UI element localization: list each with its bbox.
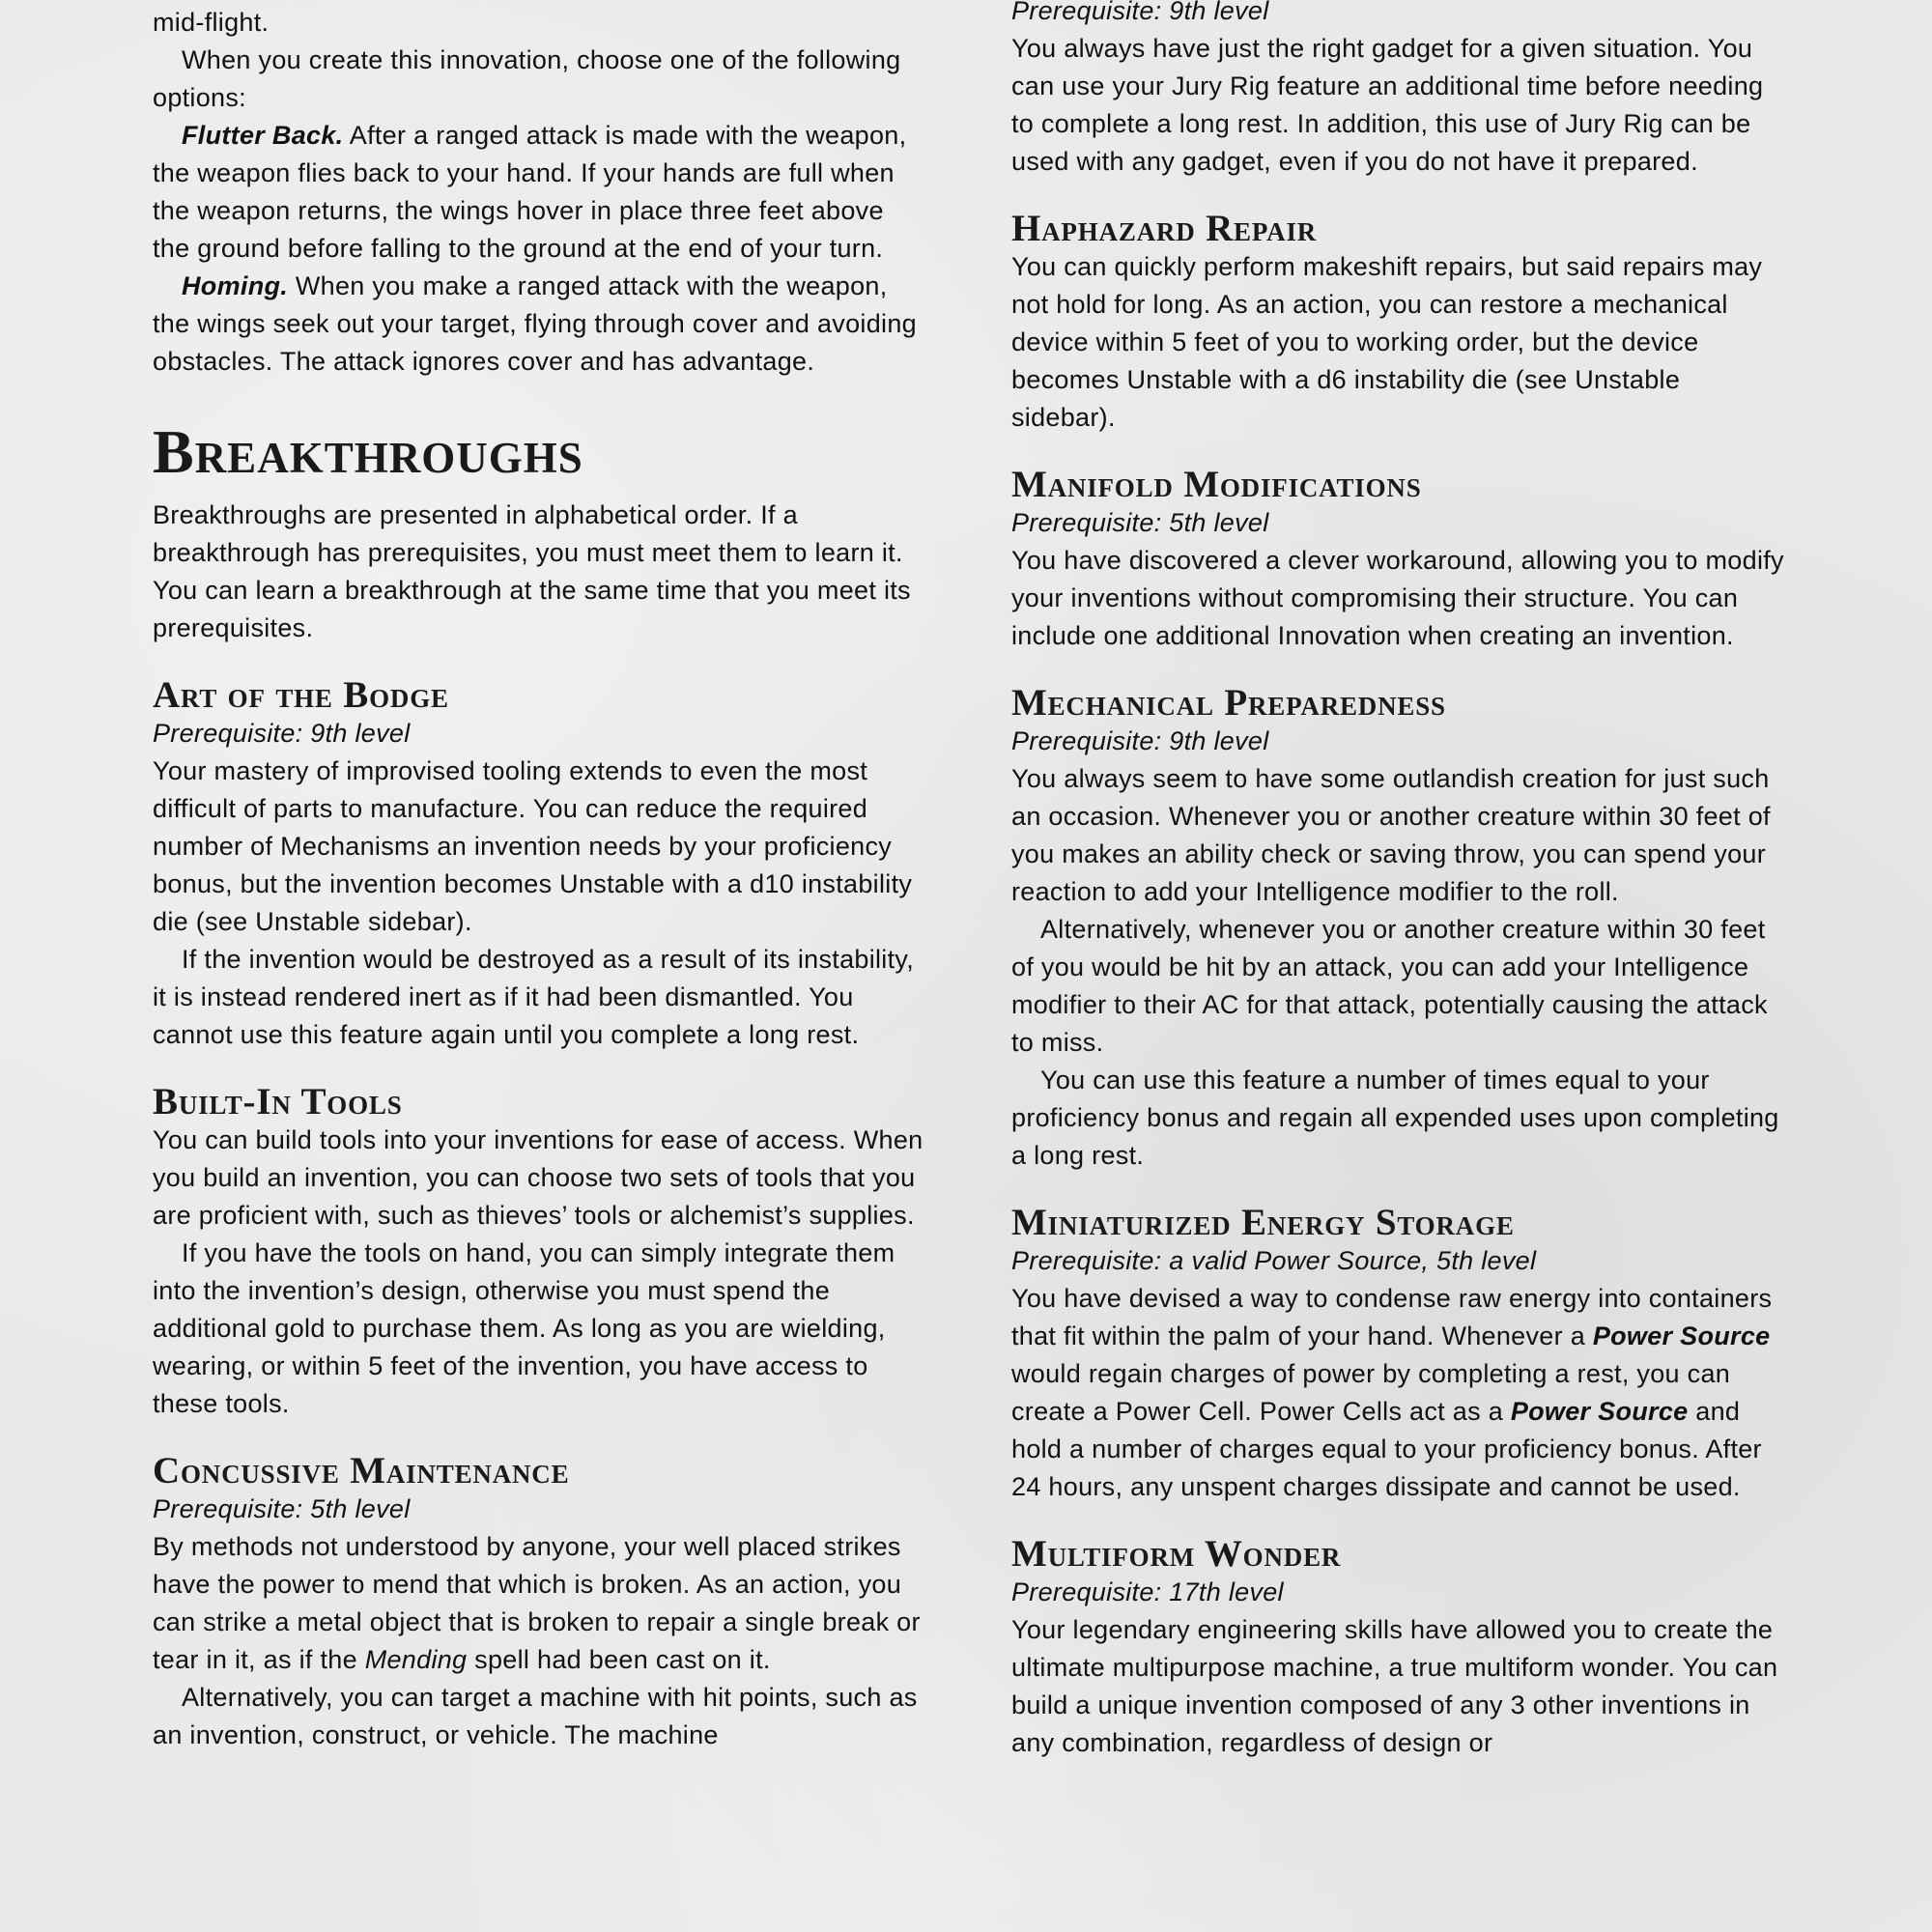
heading-multiform-wonder: Multiform Wonder: [1011, 1533, 1342, 1575]
prereq-art-of-the-bodge: Prerequisite: 9th level: [153, 719, 411, 748]
paragraph-concussive-1-text-b: spell had been cast on it.: [467, 1645, 771, 1674]
option-flutter-back-label: Flutter Back.: [182, 121, 344, 150]
paragraph-choose-options: When you create this innovation, choose one of the following options:: [153, 45, 901, 112]
paragraph-jury-rig: You always have just the right gadget for a given situation. You can use your Jury Rig feature an additional time before needing to complete a long rest. In addition, this use of Jury Rig can be used with any gadget, even if you do not have it prepared.: [1011, 34, 1764, 176]
prereq-multiform-wonder: Prerequisite: 17th level: [1011, 1577, 1284, 1606]
paragraph-concussive-1: [153, 1528, 925, 1679]
paragraph-mechanical-1: You always seem to have some outlandish creation for just such an occasion. Whenever you or another creature within 30 feet of you makes an ability check or saving throw, you can spend your reaction to add your Intelligence modifier to the roll.: [1011, 764, 1771, 906]
paragraph-bodge-1: Your mastery of improvised tooling extends to even the most difficult of parts to manufacture. You can reduce the required number of Mechanisms an invention needs by your proficiency bonus, but the invention becomes Unstable with a d10 instability die (see Unstable sidebar).: [153, 756, 913, 936]
paragraph-miniaturized-1: [1011, 1280, 1784, 1506]
paragraph-miniaturized-text-a: You have devised a way to condense raw energy into containers that fit within the palm of your hand. Whenever a: [1011, 1284, 1773, 1350]
section-title-breakthroughs: Breakthroughs: [153, 417, 583, 486]
left-column: [153, 0, 925, 1754]
paragraph-tools-2: If you have the tools on hand, you can simply integrate them into the invention’s design, otherwise you must spend the additional gold to purchase them. As long as you are wielding, wearing, or within 5 feet of the invention, you have access to these tools.: [153, 1238, 895, 1418]
heading-manifold-modifications: Manifold Modifications: [1011, 464, 1422, 505]
paragraph-multiform-1: Your legendary engineering skills have allowed you to create the ultimate multipurpose machine, a true multiform wonder. You can build a unique invention composed of any 3 other inventions in any combination, regardless of design or: [1011, 1615, 1778, 1757]
heading-art-of-the-bodge: Art of the Bodge: [153, 674, 449, 716]
paragraph-top-continuation: mid-flight.: [153, 8, 270, 37]
heading-miniaturized-energy-storage: Miniaturized Energy Storage: [1011, 1202, 1515, 1243]
paragraph-bodge-2: If the invention would be destroyed as a result of its instability, it is instead rendered inert as if it had been dismantled. You cannot use this feature again until you complete a long rest.: [153, 945, 914, 1049]
paragraph-tools-1: You can build tools into your inventions for ease of access. When you build an invention, you can choose two sets of tools that you are proficient with, such as thieves’ tools or alchemist’s supplies.: [153, 1125, 923, 1230]
prereq-manifold-modifications: Prerequisite: 5th level: [1011, 508, 1269, 537]
paragraph-manifold-1: You have discovered a clever workaround, allowing you to modify your inventions without compromising their structure. You can include one additional Innovation when creating an invention.: [1011, 546, 1784, 650]
heading-haphazard-repair: Haphazard Repair: [1011, 208, 1318, 249]
option-homing-label: Homing.: [182, 271, 289, 300]
paragraph-mechanical-3: You can use this feature a number of times equal to your proficiency bonus and regain all expended uses upon completing a long rest.: [1011, 1065, 1779, 1170]
prereq-concussive-maintenance: Prerequisite: 5th level: [153, 1494, 411, 1523]
paragraph-miniaturized-text-c: and hold a number of charges equal to your proficiency bonus. After 24 hours, any unspent charges dissipate and cannot be used.: [1011, 1397, 1762, 1501]
option-homing-text: When you make a ranged attack with the weapon, the wings seek out your target, flying through cover and avoiding obstacles. The attack ignores cover and has advantage.: [153, 271, 917, 376]
heading-concussive-maintenance: Concussive Maintenance: [153, 1450, 570, 1492]
term-power-source: Power Source: [1510, 1397, 1689, 1426]
paragraph-haphazard-1: You can quickly perform makeshift repairs, but said repairs may not hold for long. As an action, you can restore a mechanical device within 5 feet of you to working order, but the device becomes Unstable with a d6 instability die (see Unstable sidebar).: [1011, 252, 1763, 432]
term-power-source: Power Source: [1592, 1321, 1771, 1350]
heading-mechanical-preparedness: Mechanical Preparedness: [1011, 682, 1446, 724]
section-intro: Breakthroughs are presented in alphabetical order. If a breakthrough has prerequisites, you must meet them to learn it. You can learn a breakthrough at the same time that you meet its prerequisites.: [153, 500, 911, 642]
prereq-mechanical-preparedness: Prerequisite: 9th level: [1011, 726, 1269, 755]
option-flutter-back-text: After a ranged attack is made with the weapon, the weapon flies back to your hand. If your hands are full when the weapon returns, the wings hover in place three feet above the ground before falling to the ground at the end of your turn.: [153, 121, 907, 263]
paragraph-concussive-1-text-a: By methods not understood by anyone, your well placed strikes have the power to mend that which is broken. As an action, you can strike a metal object that is broken to repair a single break or tear in it, as if the: [153, 1532, 921, 1674]
right-column: [1011, 0, 1784, 1762]
prereq-miniaturized-energy-storage: Prerequisite: a valid Power Source, 5th level: [1011, 1246, 1537, 1275]
paragraph-mechanical-2: Alternatively, whenever you or another creature within 30 feet of you would be hit by an attack, you can add your Intelligence modifier to their AC for that attack, potentially causing the attack to miss.: [1011, 915, 1768, 1057]
prereq-top: Prerequisite: 9th level: [1011, 0, 1269, 25]
heading-built-in-tools: Built-In Tools: [153, 1081, 403, 1122]
option-flutter-back: [153, 117, 925, 268]
paragraph-miniaturized-text-b: would regain charges of power by completing a rest, you can create a Power Cell. Power Cells act as a: [1011, 1359, 1731, 1426]
spell-name-mending: Mending: [364, 1645, 468, 1674]
paragraph-concussive-2: Alternatively, you can target a machine with hit points, such as an invention, construct, or vehicle. The machine: [153, 1683, 918, 1749]
option-homing: [153, 268, 925, 381]
